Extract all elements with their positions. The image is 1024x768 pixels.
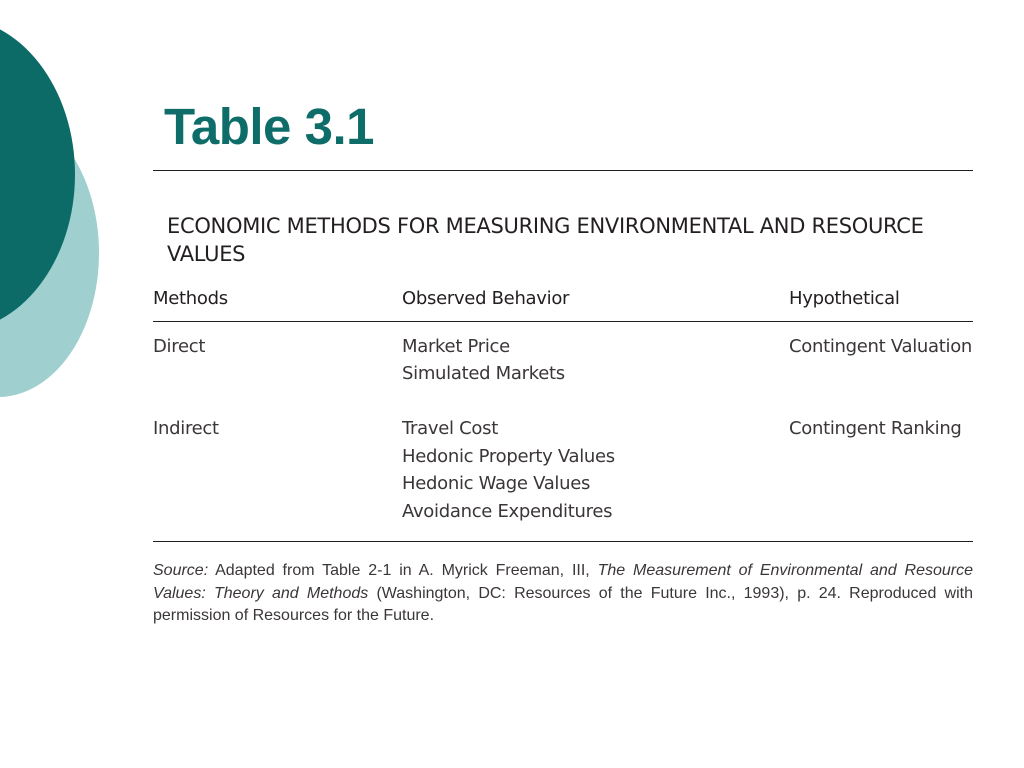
observed-behavior-cell: Market Price: [402, 336, 510, 357]
method-cell: Direct: [153, 336, 206, 357]
table-heading: ECONOMIC METHODS FOR MEASURING ENVIRONMENTAL AND RESOURCE VALUES: [167, 214, 924, 266]
table-bottom-divider: [153, 541, 973, 542]
source-note: [153, 560, 973, 628]
source-book-title: The Measurement of Environmental and Resource Values: Theory and Methods: [153, 562, 973, 602]
slide-title: Table 3.1: [164, 98, 374, 155]
observed-behavior-cell: Simulated Markets: [402, 363, 565, 384]
source-label: Source:: [153, 562, 209, 579]
observed-behavior-cell: Travel Cost: [402, 418, 498, 439]
method-cell: Indirect: [153, 418, 219, 439]
column-header-methods: Methods: [153, 288, 228, 309]
observed-behavior-cell: Hedonic Property Values: [402, 446, 615, 467]
hypothetical-cell: Contingent Ranking: [789, 418, 962, 439]
column-header-hypothetical: Hypothetical: [789, 288, 900, 309]
header-divider: [153, 321, 973, 322]
observed-behavior-cell: Hedonic Wage Values: [402, 473, 591, 494]
observed-behavior-cell: Avoidance Expenditures: [402, 501, 613, 522]
column-header-observed-behavior: Observed Behavior: [402, 288, 570, 309]
title-divider: [153, 170, 973, 171]
hypothetical-cell: Contingent Valuation: [789, 336, 973, 357]
source-text-1: Adapted from Table 2-1 in A. Myrick Freeman, III,: [208, 562, 598, 579]
source-text-2: (Washington, DC: Resources of the Future Inc., 1993), p. 24. Reproduced with permission of Resources for the Future.: [153, 584, 974, 624]
